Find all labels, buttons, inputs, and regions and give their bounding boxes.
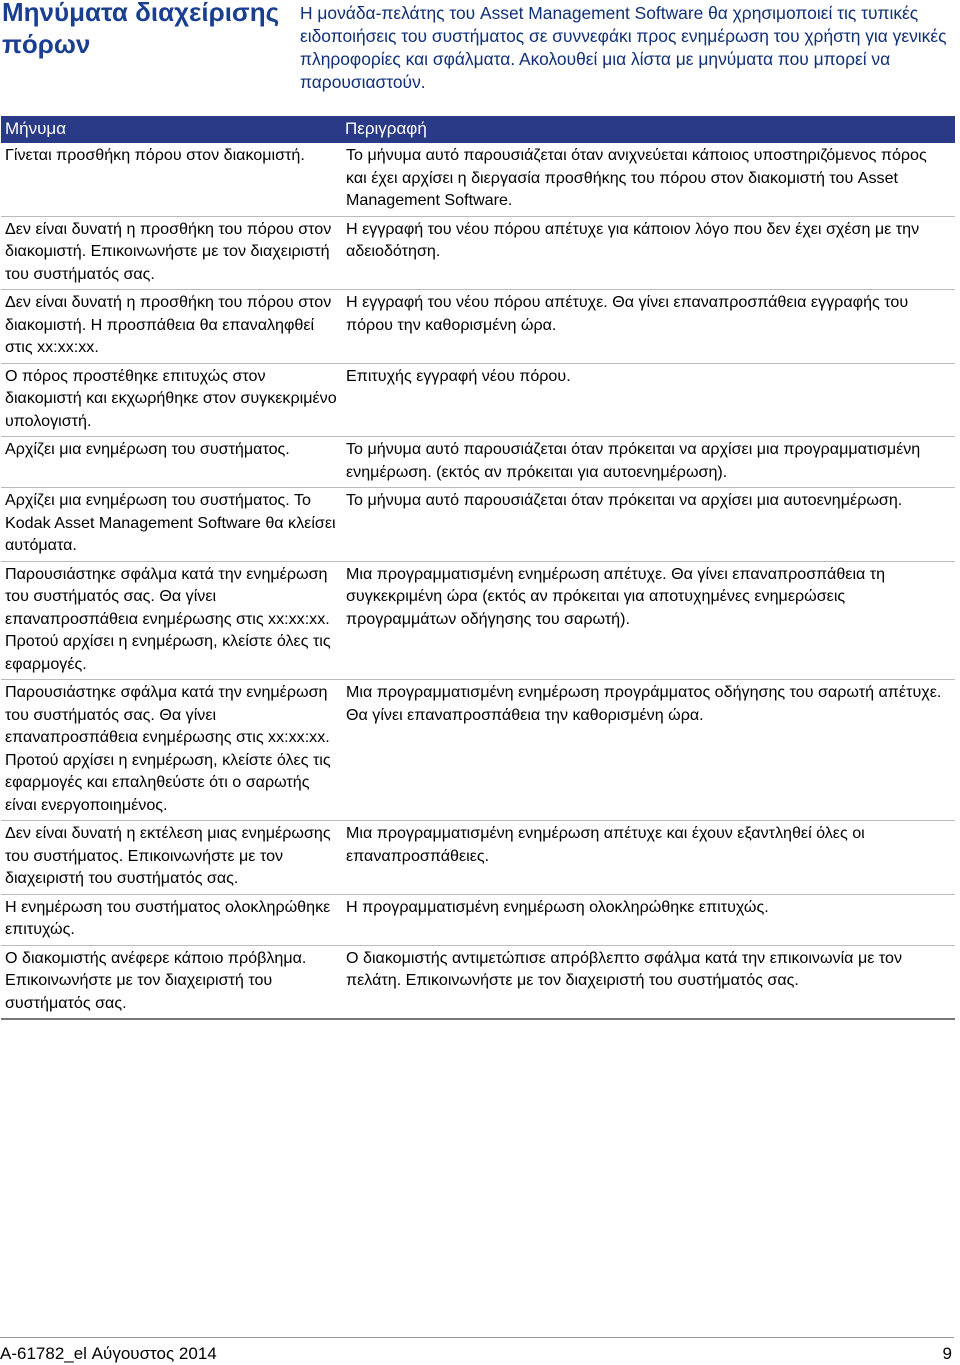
page-footer bbox=[0, 1337, 954, 1363]
table-row bbox=[1, 143, 955, 216]
messages-table bbox=[1, 116, 955, 1020]
table-row bbox=[1, 680, 955, 821]
message-cell: Αρχίζει μια ενημέρωση του συστήματος. Το Kodak Asset Management Software θα κλείσει αυτόματα. bbox=[1, 488, 341, 562]
table-row bbox=[1, 363, 955, 437]
message-cell: Αρχίζει μια ενημέρωση του συστήματος. bbox=[1, 437, 341, 488]
table-row bbox=[1, 894, 955, 945]
description-cell: Η εγγραφή του νέου πόρου απέτυχε για κάποιον λόγο που δεν έχει σχέση με την αδειοδότηση. bbox=[341, 216, 955, 290]
table-header-row bbox=[1, 116, 955, 143]
table-row bbox=[1, 561, 955, 680]
description-cell: Η εγγραφή του νέου πόρου απέτυχε. Θα γίνει επαναπροσπάθεια εγγραφής του πόρου την καθορισμένη ώρα. bbox=[341, 290, 955, 364]
page-heading: Μηνύματα διαχείρισης πόρων bbox=[2, 0, 280, 59]
description-cell: Το μήνυμα αυτό παρουσιάζεται όταν ανιχνεύεται κάποιος υποστηριζόμενος πόρος και έχει αρχίσει η διεργασία προσθήκης του πόρου στον διακομιστή του Asset Management Software. bbox=[341, 143, 955, 216]
intro-paragraph: Η μονάδα-πελάτης του Asset Management Software θα χρησιμοποιεί τις τυπικές ειδοποιήσεις του συστήματος σε συννεφάκι προς ενημέρωση του χρήστη για γενικές πληροφορίες και σφάλματα. Ακολουθεί μια λίστα με μηνύματα που μπορεί να παρουσιαστούν. bbox=[300, 3, 947, 92]
table-row bbox=[1, 821, 955, 895]
message-cell: Ο διακομιστής ανέφερε κάποιο πρόβλημα. Επικοινωνήστε με τον διαχειριστή του συστήματός σας. bbox=[1, 945, 341, 1019]
description-cell: Το μήνυμα αυτό παρουσιάζεται όταν πρόκειται να αρχίσει μια προγραμματισμένη ενημέρωση. (εκτός αν πρόκειται για αυτοενημέρωση). bbox=[341, 437, 955, 488]
table-row bbox=[1, 945, 955, 1019]
header-description: Περιγραφή bbox=[341, 116, 955, 143]
table-row bbox=[1, 488, 955, 562]
description-cell: Μια προγραμματισμένη ενημέρωση προγράμματος οδήγησης του σαρωτή απέτυχε. Θα γίνει επαναπροσπάθεια την καθορισμένη ώρα. bbox=[341, 680, 955, 821]
table-row bbox=[1, 437, 955, 488]
description-cell: Μια προγραμματισμένη ενημέρωση απέτυχε. Θα γίνει επαναπροσπάθεια τη συγκεκριμένη ώρα (εκτός αν πρόκειται για αποτυχημένες ενημερώσεις προγραμμάτων οδήγησης του σαρωτή). bbox=[341, 561, 955, 680]
message-cell: Δεν είναι δυνατή η προσθήκη του πόρου στον διακομιστή. Η προσπάθεια θα επαναληφθεί στις xx:xx:xx. bbox=[1, 290, 341, 364]
message-cell: Παρουσιάστηκε σφάλμα κατά την ενημέρωση του συστήματός σας. Θα γίνει επαναπροσπάθεια ενημέρωσης στις xx:xx:xx. Προτού αρχίσει η ενημέρωση, κλείστε όλες τις εφαρμογές και επαληθεύστε ότι ο σαρωτής είναι ενεργοποιημένος. bbox=[1, 680, 341, 821]
message-cell: Παρουσιάστηκε σφάλμα κατά την ενημέρωση του συστήματός σας. Θα γίνει επαναπροσπάθεια ενημέρωσης στις xx:xx:xx. Προτού αρχίσει η ενημέρωση, κλείστε όλες τις εφαρμογές. bbox=[1, 561, 341, 680]
table-row bbox=[1, 290, 955, 364]
description-cell: Ο διακομιστής αντιμετώπισε απρόβλεπτο σφάλμα κατά την επικοινωνία με τον πελάτη. Επικοινωνήστε με τον διαχειριστή του συστήματός σας. bbox=[341, 945, 955, 1019]
message-cell: Η ενημέρωση του συστήματος ολοκληρώθηκε επιτυχώς. bbox=[1, 894, 341, 945]
message-cell: Γίνεται προσθήκη πόρου στον διακομιστή. bbox=[1, 143, 341, 216]
description-cell: Το μήνυμα αυτό παρουσιάζεται όταν πρόκειται να αρχίσει μια αυτοενημέρωση. bbox=[341, 488, 955, 562]
message-cell: Δεν είναι δυνατή η εκτέλεση μιας ενημέρωσης του συστήματος. Επικοινωνήστε με τον διαχειριστή του συστήματός σας. bbox=[1, 821, 341, 895]
footer-doc-id: A-61782_el Αύγουστος 2014 bbox=[0, 1344, 217, 1363]
description-cell: Η προγραμματισμένη ενημέρωση ολοκληρώθηκε επιτυχώς. bbox=[341, 894, 955, 945]
table-row bbox=[1, 216, 955, 290]
intro-text bbox=[300, 2, 955, 94]
description-cell: Μια προγραμματισμένη ενημέρωση απέτυχε και έχουν εξαντληθεί όλες οι επαναπροσπάθειες. bbox=[341, 821, 955, 895]
header-message: Μήνυμα bbox=[1, 116, 341, 143]
description-cell: Επιτυχής εγγραφή νέου πόρου. bbox=[341, 363, 955, 437]
message-cell: Ο πόρος προστέθηκε επιτυχώς στον διακομιστή και εκχωρήθηκε στον συγκεκριμένο υπολογιστή. bbox=[1, 363, 341, 437]
message-cell: Δεν είναι δυνατή η προσθήκη του πόρου στον διακομιστή. Επικοινωνήστε με τον διαχειριστή του συστήματός σας. bbox=[1, 216, 341, 290]
footer-page-number: 9 bbox=[942, 1344, 952, 1363]
